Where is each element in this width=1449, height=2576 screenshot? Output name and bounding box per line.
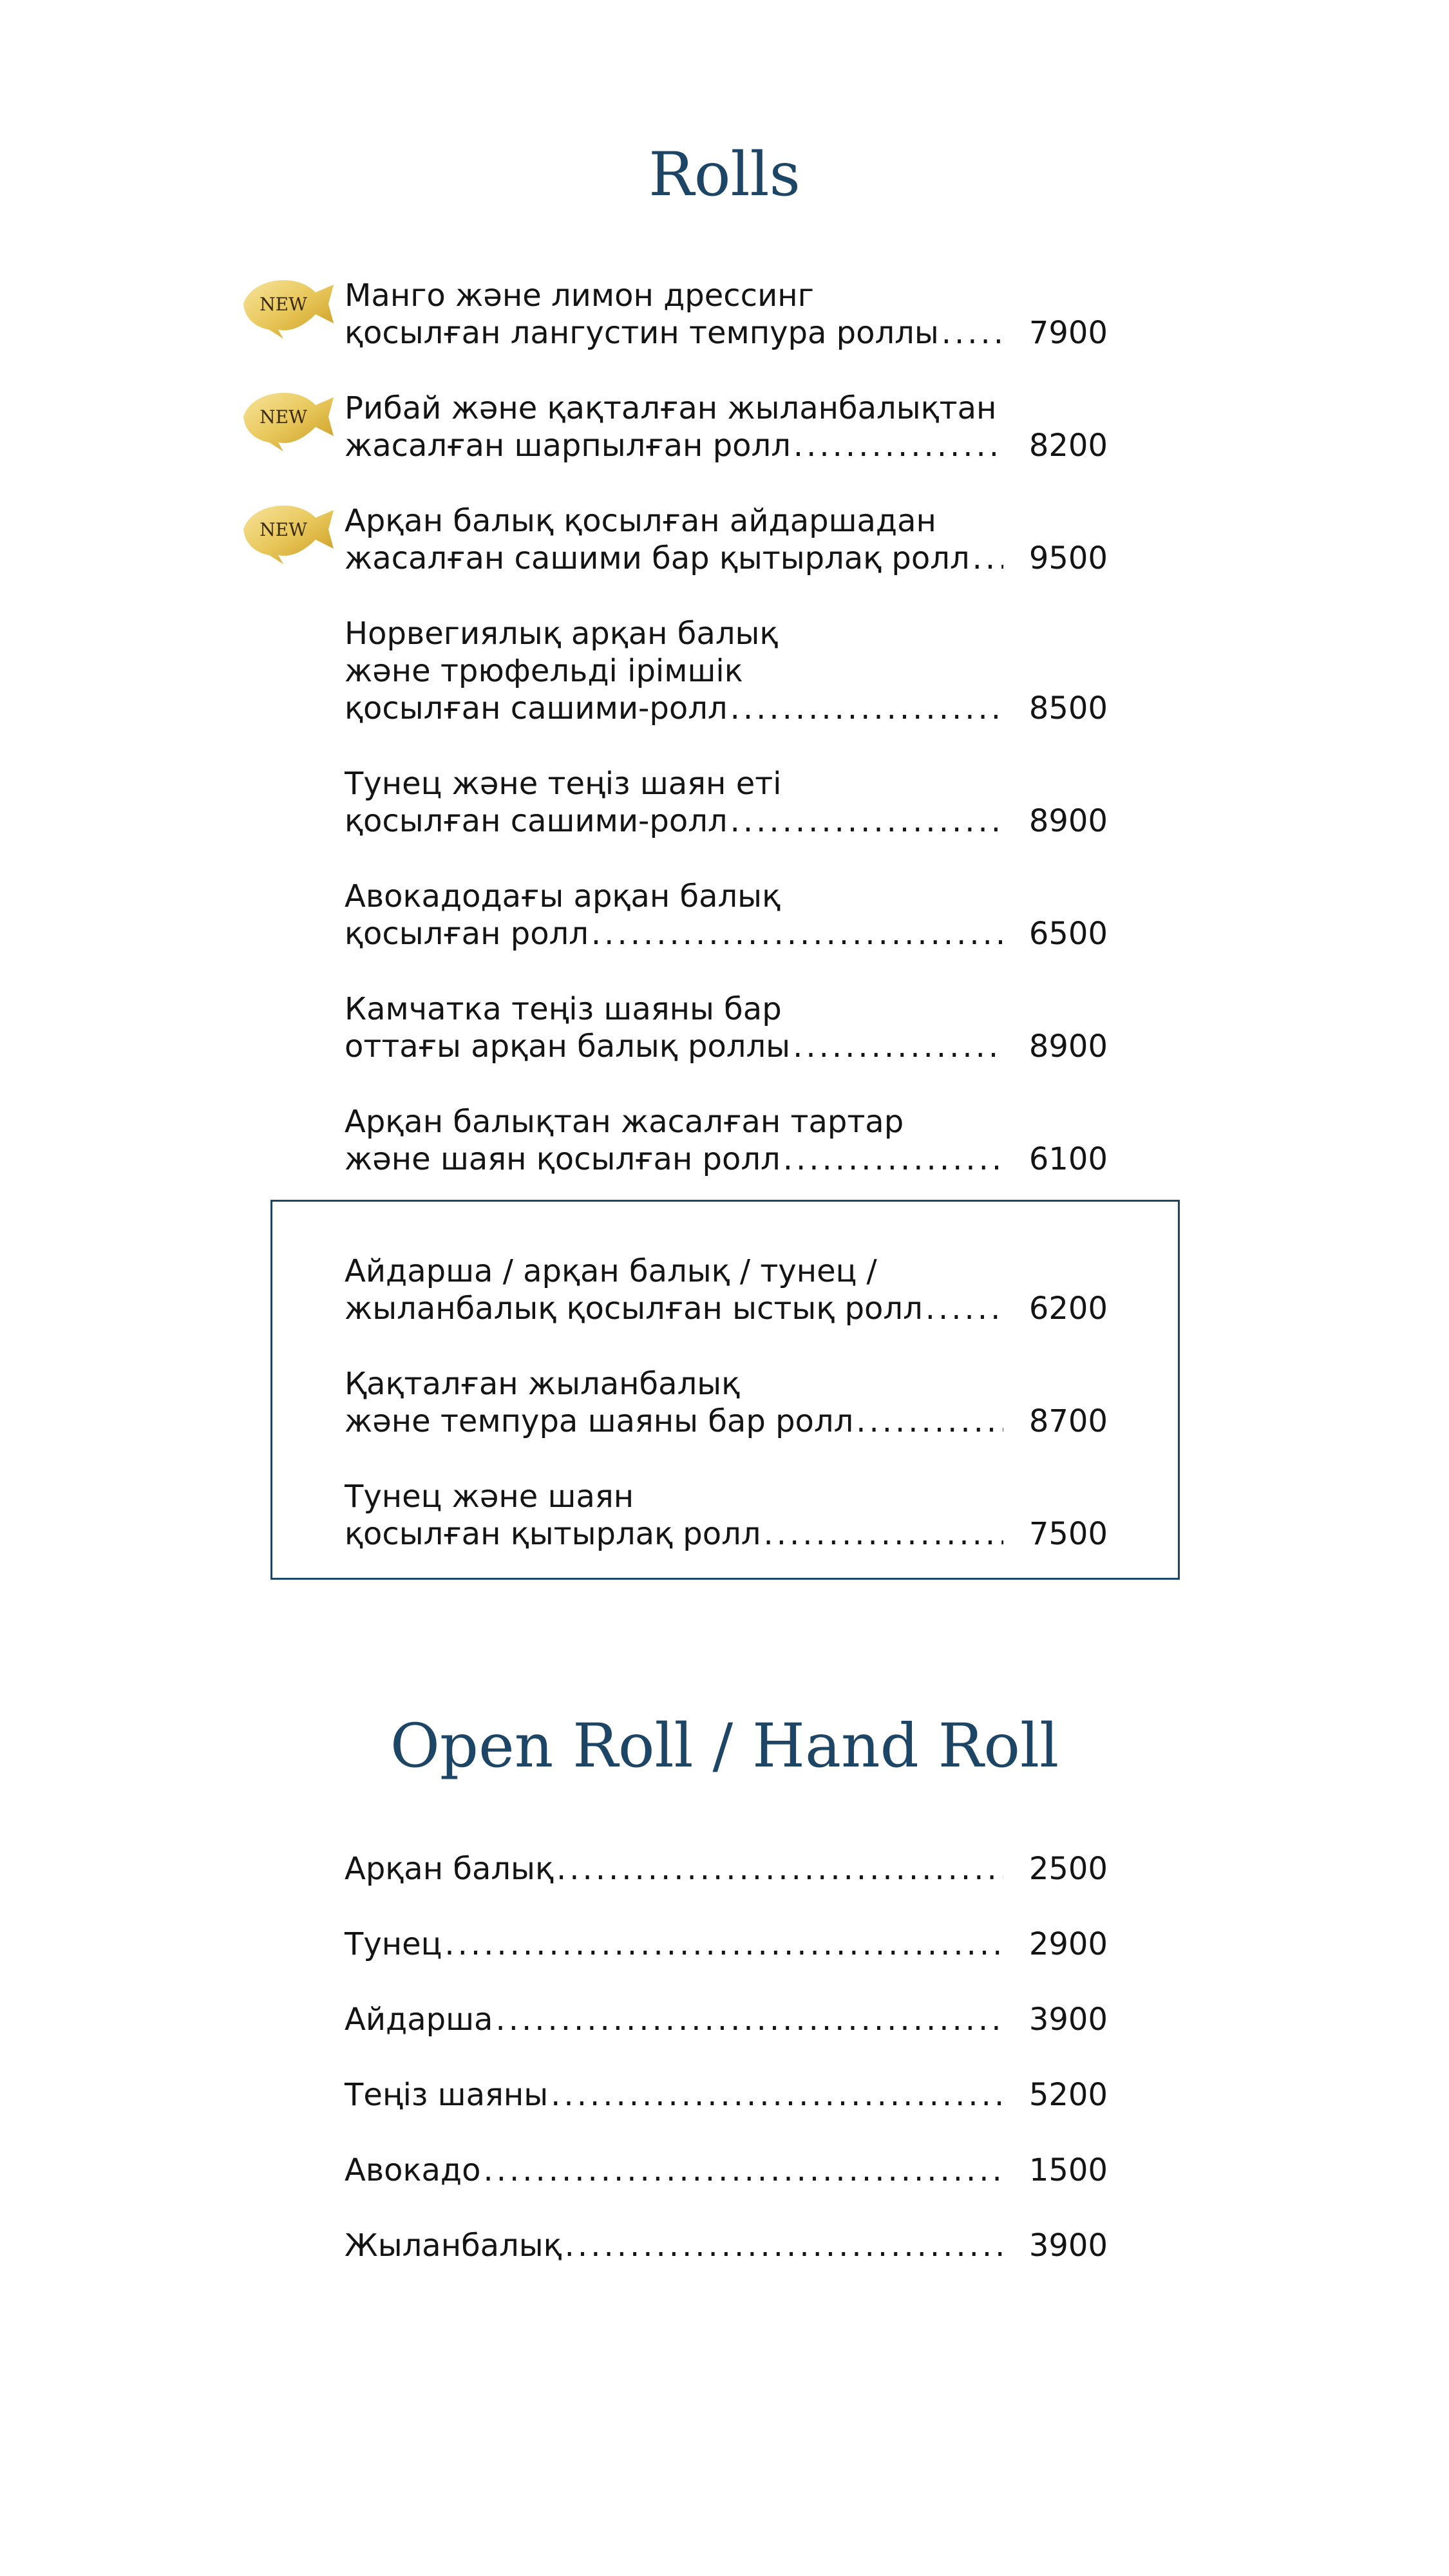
- new-badge-icon: [238, 265, 335, 343]
- dot-leader: [730, 690, 1003, 727]
- menu-item-price: 8700: [1028, 1403, 1108, 1439]
- menu-item-price: 2500: [1028, 1851, 1108, 1887]
- dot-leader: [556, 1850, 1003, 1888]
- menu-item-name-line: және темпура шаяны бар ролл: [345, 1403, 854, 1439]
- menu-item-price: 6500: [1028, 916, 1108, 952]
- menu-item-name-line: және шаян қосылған ролл: [345, 1141, 781, 1177]
- rolls-section-title: Rolls: [649, 140, 800, 210]
- menu-item: [345, 2227, 1108, 2264]
- menu-item: [345, 2001, 1108, 2038]
- dot-leader: [763, 1515, 1003, 1553]
- menu-item-price-row: [345, 915, 1108, 952]
- menu-item: [345, 2076, 1108, 2114]
- menu-item-price-row: [345, 314, 1108, 352]
- menu-item-price-row: [345, 802, 1108, 840]
- menu-item-price: 3900: [1028, 2228, 1108, 2264]
- menu-item-price: 7500: [1028, 1516, 1108, 1552]
- menu-item-price: 6100: [1028, 1141, 1108, 1177]
- menu-item-name-line: Арқан балық: [345, 1851, 554, 1887]
- menu-item-name-line: Манго және лимон дрессинг: [345, 278, 814, 314]
- menu-item-name-line: Теңіз шаяны: [345, 2077, 549, 2113]
- menu-item-price-row: [345, 1850, 1108, 1888]
- menu-item-name-line: оттағы арқан балық роллы: [345, 1028, 791, 1065]
- menu-item-price: 7900: [1028, 315, 1108, 351]
- menu-item: [345, 1253, 1108, 1327]
- menu-item-name-line: Қақталған жыланбалық: [345, 1366, 741, 1402]
- dot-leader: [783, 1141, 1003, 1178]
- menu-item-name-line: Тунец және теңіз шаян еті: [345, 766, 782, 802]
- menu-item-price: 1500: [1028, 2152, 1108, 2188]
- menu-item: [345, 390, 1108, 464]
- menu-item-price: 9500: [1028, 540, 1108, 576]
- menu-item-name-line: Авокадодағы арқан балық: [345, 878, 781, 914]
- dot-leader: [972, 540, 1003, 577]
- new-badge-label: NEW: [260, 294, 307, 315]
- menu-item-price: 8200: [1028, 428, 1108, 464]
- menu-item-name-line: жасалған шарпылған ролл: [345, 428, 791, 464]
- dot-leader: [793, 427, 1003, 464]
- menu-item-price-row: [345, 427, 1108, 464]
- menu-item-price-row: [345, 2227, 1108, 2264]
- menu-item-name-line: қосылған қытырлақ ролл: [345, 1516, 761, 1552]
- dot-leader: [793, 1028, 1003, 1065]
- menu-item: [345, 878, 1108, 952]
- menu-item-name-line: қосылған ролл: [345, 916, 589, 952]
- dot-leader: [551, 2076, 1003, 2114]
- menu-item: [345, 1850, 1108, 1888]
- menu-item-name-line: Тунец: [345, 1926, 442, 1962]
- dot-leader: [591, 915, 1003, 952]
- menu-item: [345, 1478, 1108, 1553]
- dot-leader: [942, 314, 1003, 352]
- menu-item: [345, 1103, 1108, 1178]
- menu-item-price-row: [345, 1141, 1108, 1178]
- dot-leader: [483, 2152, 1003, 2189]
- menu-item: [345, 1365, 1108, 1440]
- menu-item-name-line: Норвегиялық арқан балық: [345, 616, 779, 652]
- menu-item-price-row: [345, 2076, 1108, 2114]
- menu-item-price: 3900: [1028, 2002, 1108, 2038]
- menu-item: [345, 1926, 1108, 1963]
- menu-item-name-line: Айдарша / арқан балық / тунец /: [345, 1253, 877, 1289]
- menu-item-name-line: Тунец және шаян: [345, 1479, 634, 1515]
- menu-item-price-row: [345, 540, 1108, 577]
- menu-item-name-line: және трюфельді ірімшік: [345, 653, 743, 689]
- dot-leader: [565, 2227, 1003, 2264]
- menu-item-price: 2900: [1028, 1926, 1108, 1962]
- menu-item-price-row: [345, 1403, 1108, 1440]
- menu-item-price-row: [345, 1290, 1108, 1327]
- menu-item-price-row: [345, 1515, 1108, 1553]
- menu-item-name-line: қосылған лангустин темпура роллы: [345, 315, 939, 351]
- new-badge-icon: [238, 491, 335, 568]
- menu-item: [345, 990, 1108, 1065]
- new-badge-label: NEW: [260, 519, 307, 540]
- dot-leader: [925, 1290, 1003, 1327]
- menu-item-name-line: қосылған сашими-ролл: [345, 803, 728, 839]
- menu-item: [345, 502, 1108, 577]
- menu-item-price: 8500: [1028, 690, 1108, 726]
- menu-item-name-line: жыланбалық қосылған ыстық ролл: [345, 1291, 923, 1327]
- menu-item-price-row: [345, 2152, 1108, 2189]
- menu-item: [345, 615, 1108, 727]
- menu-item-name-line: Айдарша: [345, 2002, 493, 2038]
- menu-item: [345, 765, 1108, 840]
- menu-item-price-row: [345, 1028, 1108, 1065]
- menu-item: [345, 2152, 1108, 2189]
- new-badge-icon: [238, 378, 335, 455]
- menu-item-price: 8900: [1028, 1028, 1108, 1065]
- dot-leader: [856, 1403, 1003, 1440]
- menu-item-price-row: [345, 1926, 1108, 1963]
- open-roll-section-title: Open Roll / Hand Roll: [390, 1711, 1059, 1781]
- menu-item: [345, 277, 1108, 352]
- menu-item-price: 6200: [1028, 1291, 1108, 1327]
- menu-item-price: 8900: [1028, 803, 1108, 839]
- dot-leader: [444, 1926, 1003, 1963]
- menu-item-name-line: Арқан балықтан жасалған тартар: [345, 1104, 904, 1140]
- dot-leader: [730, 802, 1003, 840]
- menu-item-name-line: Рибай және қақталған жыланбалықтан: [345, 390, 997, 426]
- menu-item-price: 5200: [1028, 2077, 1108, 2113]
- menu-item-name-line: жасалған сашими бар қытырлақ ролл: [345, 540, 970, 576]
- new-badge-label: NEW: [260, 406, 307, 428]
- menu-item-price-row: [345, 2001, 1108, 2038]
- dot-leader: [495, 2001, 1003, 2038]
- menu-item-name-line: қосылған сашими-ролл: [345, 690, 728, 726]
- menu-item-name-line: Камчатка теңіз шаяны бар: [345, 991, 782, 1027]
- menu-item-name-line: Арқан балық қосылған айдаршадан: [345, 503, 936, 539]
- menu-item-price-row: [345, 690, 1108, 727]
- menu-item-name-line: Авокадо: [345, 2152, 481, 2188]
- menu-item-name-line: Жыланбалық: [345, 2228, 562, 2264]
